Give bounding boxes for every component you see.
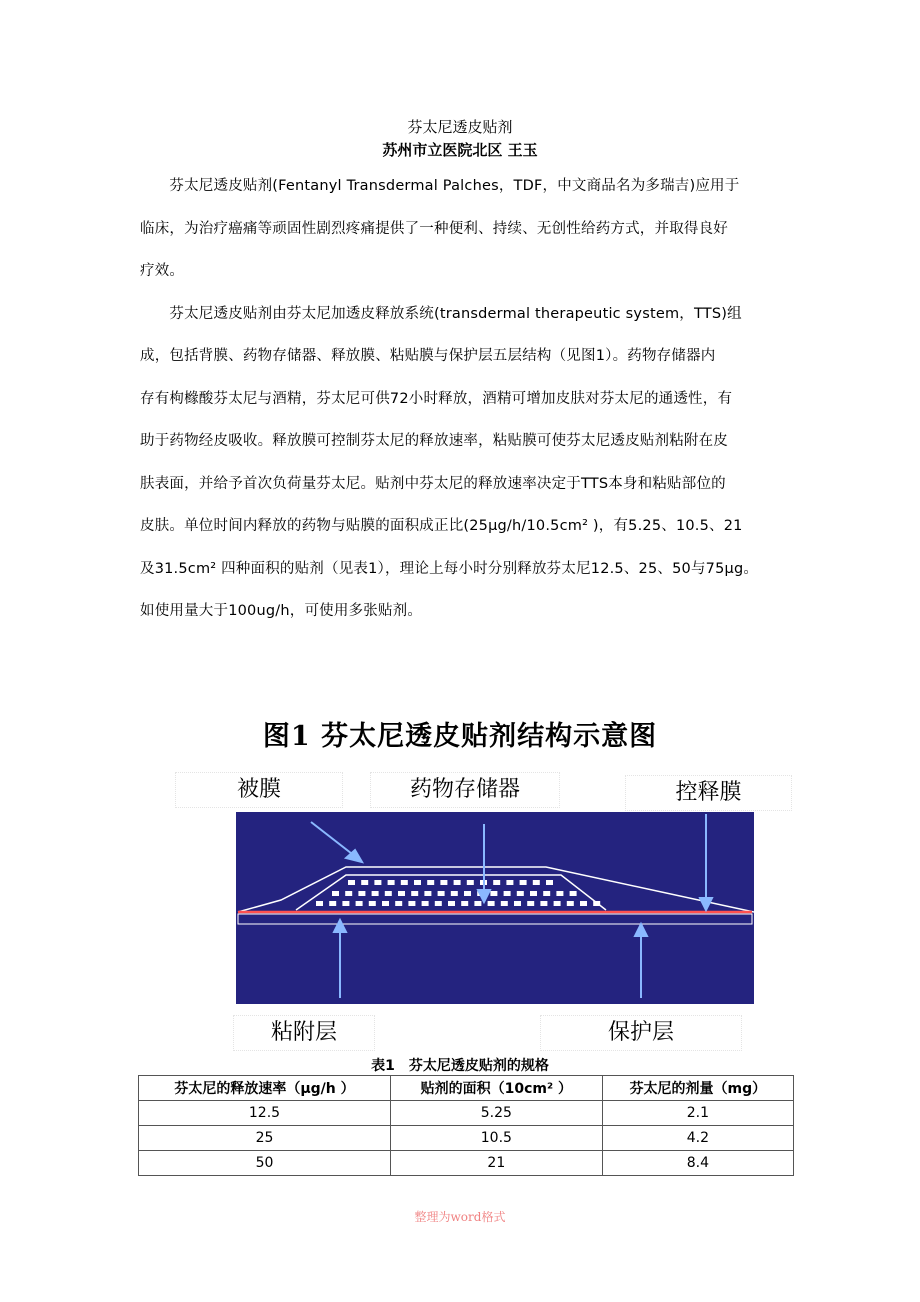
label-reservoir: 药物存储器 bbox=[370, 772, 560, 808]
drug-particle bbox=[374, 880, 381, 885]
drug-particle bbox=[401, 880, 408, 885]
drug-particle bbox=[514, 901, 521, 906]
table-cell: 25 bbox=[139, 1126, 391, 1151]
drug-particle bbox=[461, 901, 468, 906]
drug-particle bbox=[361, 880, 368, 885]
drug-particle bbox=[488, 901, 495, 906]
paragraph-line: 疗效。 bbox=[140, 263, 185, 279]
drug-particle bbox=[530, 891, 537, 896]
drug-particle bbox=[474, 901, 481, 906]
drug-particle bbox=[527, 901, 534, 906]
drug-particle bbox=[490, 891, 497, 896]
table-cell: 50 bbox=[139, 1151, 391, 1176]
drug-particle bbox=[356, 901, 363, 906]
table-cell: 5.25 bbox=[390, 1101, 602, 1126]
footer-watermark: 整理为word格式 bbox=[414, 1210, 506, 1224]
drug-particle bbox=[451, 891, 458, 896]
table-row bbox=[139, 1126, 794, 1151]
drug-particle bbox=[342, 901, 349, 906]
spec-table bbox=[138, 1075, 794, 1176]
table-cell: 10.5 bbox=[390, 1126, 602, 1151]
drug-particle bbox=[424, 891, 431, 896]
paragraph-line: 芬太尼透皮贴剂由芬太尼加透皮释放系统(transdermal therapeutic system，TTS)组 bbox=[140, 306, 742, 322]
drug-particle bbox=[385, 891, 392, 896]
drug-particle bbox=[593, 901, 600, 906]
drug-particle bbox=[414, 880, 421, 885]
drug-particle bbox=[506, 880, 513, 885]
table-header-row bbox=[139, 1076, 794, 1101]
paragraph-line: 肤表面，并给予首次负荷量芬太尼。贴剂中芬太尼的释放速率决定于TTS本身和粘贴部位的 bbox=[140, 476, 726, 492]
label-backing: 被膜 bbox=[175, 772, 343, 808]
drug-particle bbox=[358, 891, 365, 896]
table-caption: 表1 芬太尼透皮贴剂的规格 bbox=[371, 1058, 549, 1074]
drug-particle bbox=[580, 901, 587, 906]
drug-particle bbox=[504, 891, 511, 896]
drug-particle bbox=[329, 901, 336, 906]
paragraph-line: 临床，为治疗癌痛等顽固性剧烈疼痛提供了一种便利、持续、无创性给药方式，并取得良好 bbox=[140, 221, 728, 237]
drug-particle bbox=[464, 891, 471, 896]
doc-author: 苏州市立医院北区 王玉 bbox=[382, 141, 538, 159]
drug-particle bbox=[448, 901, 455, 906]
drug-particle bbox=[546, 880, 553, 885]
table-cell: 12.5 bbox=[139, 1101, 391, 1126]
drug-particle bbox=[517, 891, 524, 896]
drug-particle bbox=[438, 891, 445, 896]
table-cell: 8.4 bbox=[602, 1151, 793, 1176]
drug-particle bbox=[543, 891, 550, 896]
label-membrane: 控释膜 bbox=[625, 775, 792, 811]
drug-particle bbox=[520, 880, 527, 885]
drug-particle bbox=[422, 901, 429, 906]
drug-particle bbox=[408, 901, 415, 906]
paragraph-line: 助于药物经皮吸收。释放膜可控制芬太尼的释放速率，粘贴膜可使芬太尼透皮贴剂粘附在皮 bbox=[140, 433, 728, 449]
paragraph-line: 成，包括背膜、药物存储器、释放膜、粘贴膜与保护层五层结构（见图1）。药物存储器内 bbox=[140, 348, 716, 364]
drug-particle bbox=[395, 901, 402, 906]
drug-particle bbox=[440, 880, 447, 885]
drug-particle bbox=[533, 880, 540, 885]
paragraph-line: 皮肤。单位时间内释放的药物与贴膜的面积成正比(25μg/h/10.5cm² )，有5.25、10.5、21 bbox=[140, 518, 743, 534]
diagram-background bbox=[236, 812, 754, 1004]
drug-particle bbox=[554, 901, 561, 906]
drug-particle bbox=[501, 901, 508, 906]
column-header: 贴剂的面积（10cm² ） bbox=[390, 1076, 602, 1101]
table-cell: 4.2 bbox=[602, 1126, 793, 1151]
drug-particle bbox=[348, 880, 355, 885]
label-liner: 保护层 bbox=[540, 1015, 742, 1051]
drug-particle bbox=[556, 891, 563, 896]
column-header: 芬太尼的剂量（mg） bbox=[602, 1076, 793, 1101]
adhesive-layer bbox=[238, 914, 752, 924]
drug-particle bbox=[332, 891, 339, 896]
table-cell: 21 bbox=[390, 1151, 602, 1176]
drug-particle bbox=[316, 901, 323, 906]
drug-particle bbox=[382, 901, 389, 906]
drug-particle bbox=[427, 880, 434, 885]
table-row bbox=[139, 1101, 794, 1126]
drug-particle bbox=[411, 891, 418, 896]
drug-particle bbox=[369, 901, 376, 906]
paragraph-line: 如使用量大于100ug/h，可使用多张贴剂。 bbox=[140, 603, 423, 619]
drug-particle bbox=[540, 901, 547, 906]
drug-particle bbox=[467, 880, 474, 885]
drug-particle bbox=[570, 891, 577, 896]
figure-title: 图1 芬太尼透皮贴剂结构示意图 bbox=[262, 721, 658, 752]
drug-particle bbox=[493, 880, 500, 885]
label-adhesive: 粘附层 bbox=[233, 1015, 375, 1051]
paragraph-line: 芬太尼透皮贴剂(Fentanyl Transdermal Palches，TDF，中文商品名为多瑞吉)应用于 bbox=[140, 178, 740, 194]
table-cell: 2.1 bbox=[602, 1101, 793, 1126]
drug-particle bbox=[372, 891, 379, 896]
drug-particle bbox=[398, 891, 405, 896]
drug-particle bbox=[454, 880, 461, 885]
drug-particle bbox=[388, 880, 395, 885]
paragraph-line: 存有枸橼酸芬太尼与酒精，芬太尼可供72小时释放，酒精可增加皮肤对芬太尼的通透性，有 bbox=[140, 391, 733, 407]
doc-title: 芬太尼透皮贴剂 bbox=[407, 118, 513, 136]
column-header: 芬太尼的释放速率（μg/h ） bbox=[139, 1076, 391, 1101]
drug-particle bbox=[435, 901, 442, 906]
drug-particle bbox=[345, 891, 352, 896]
paragraph-line: 及31.5cm² 四种面积的贴剂（见表1），理论上每小时分别释放芬太尼12.5、25、50与75μg。 bbox=[140, 561, 759, 577]
drug-particle bbox=[567, 901, 574, 906]
table-row bbox=[139, 1151, 794, 1176]
patch-structure-diagram bbox=[236, 812, 754, 1004]
